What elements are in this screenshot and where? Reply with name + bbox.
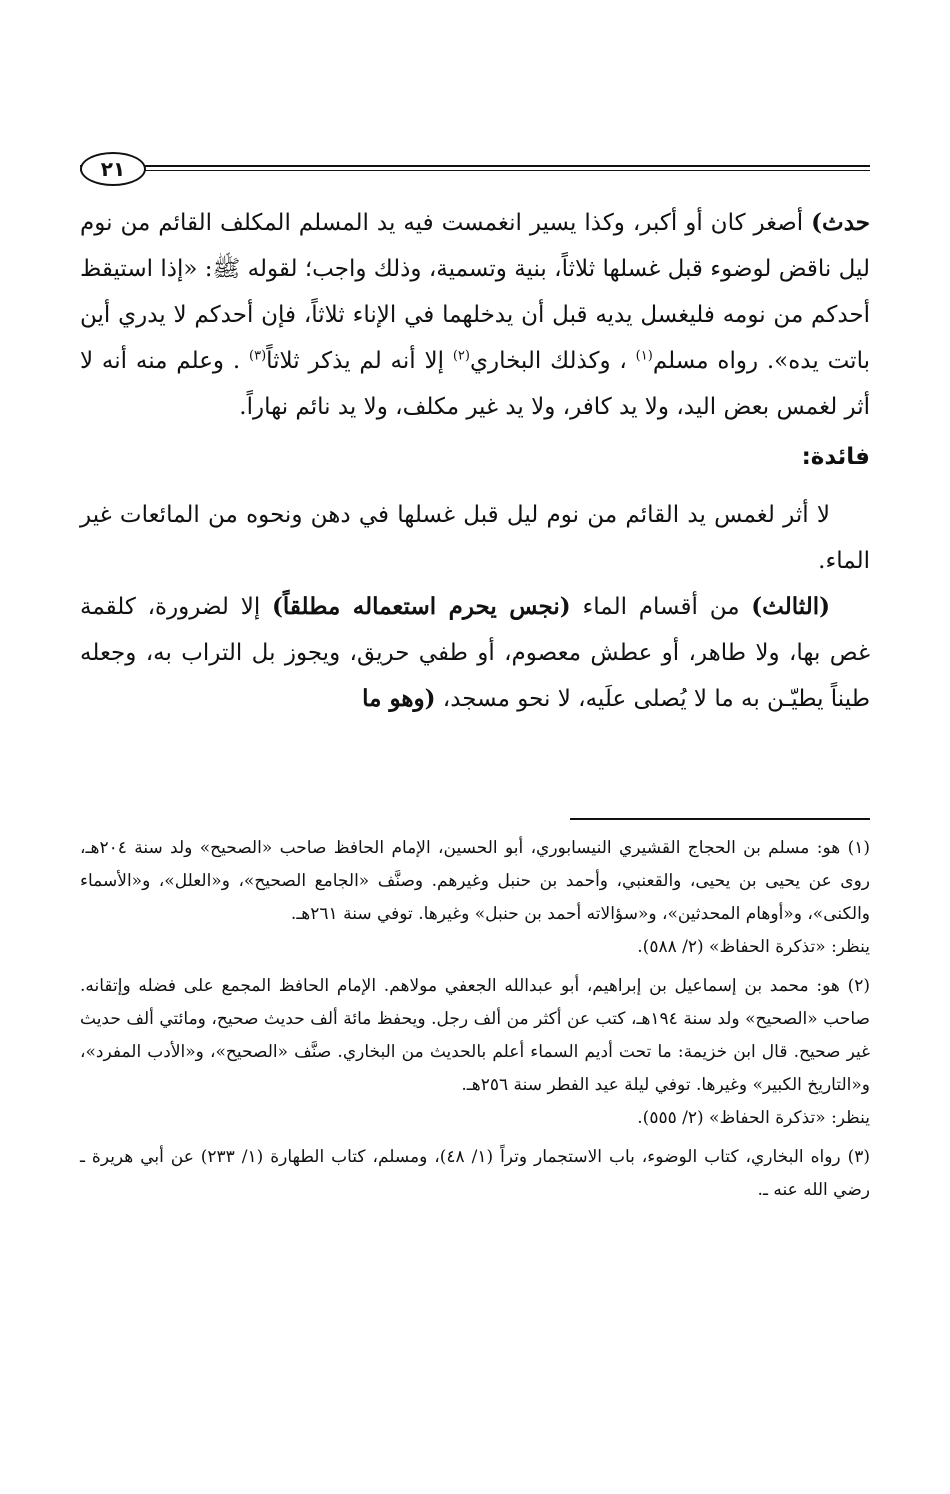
text-run: . وعلم منه أنه لا أثر لغمس بعض اليد، ولا يد كافر، ولا يد غير مكلف، ولا يد نائم نهاراً.: [80, 348, 870, 420]
bold-term: حدث): [811, 209, 870, 236]
footnote-text: (٣) رواه البخاري، كتاب الوضوء، باب الاستجمار وتراً (١/ ٤٨)، ومسلم، كتاب الطهارة (١/ ٢٣٣) عن أبي هريرة ـ رضي الله عنه ـ.: [80, 1147, 870, 1200]
paragraph-1: [80, 200, 870, 430]
footnote-text: (٢) هو: محمد بن إسماعيل بن إبراهيم، أبو عبدالله الجعفي مولاهم. الإمام الحافظ المجمع على فضله وإتقانه. صاحب «الصحيح» ولد سنة ١٩٤هـ، كتب عن أكثر من ألف رجل. ويحفظ مائة ألف حديث صحيح، ومائتي ألف حديث غير صحيح. قال ابن خزيمة: ما تحت أديم السماء أعلم بالحديث من البخاري. صنَّف «الصحيح»، و«الأدب المفرد»، و«التاريخ الكبير» وغيرها. توفي ليلة عيد الفطر سنة ٢٥٦هـ.: [80, 976, 870, 1095]
footnote-reference: ينظر: «تذكرة الحفاظ» (٢/ ٥٨٨).: [637, 937, 870, 957]
text-run: إلا لضرورة، كلقمة غص بها، ولا طاهر، أو عطش معصوم، أو طفي حريق، ويجوز بل التراب به، وجعله طيناً يطيّـن به ما لا يُصلى علَيه، لا نحو مسجد،: [80, 594, 870, 712]
page-header: [80, 152, 870, 192]
text-run: إلا أنه لم يذكر ثلاثاً: [266, 348, 453, 374]
footnote-reference: ينظر: «تذكرة الحفاظ» (٢/ ٥٥٥).: [637, 1108, 870, 1128]
bold-term: (وهو ما: [362, 685, 436, 712]
footnote-ref-3: (٣): [249, 348, 267, 364]
page-number: ٢١: [80, 152, 146, 186]
footnote-separator: [570, 818, 870, 820]
footnote-ref-2: (٢): [452, 348, 470, 364]
paragraph-3: [80, 584, 870, 722]
footnotes: [80, 832, 870, 1213]
text-run: أصغر كان أو أكبر، وكذا يسير انغمست فيه يد المسلم المكلف القائم من نوم ليل ناقض لوضوء قبل غسلها ثلاثاً، بنية وتسمية، وذلك واجب؛ لقوله ﷺ: «إذا استيقظ أحدكم من نومه فليغسل يديه قبل أن يدخلهما في الإناء ثلاثاً، فإن أحدكم لا يدري أين باتت يده». رواه مسلم: [80, 210, 870, 374]
header-double-rule: [80, 165, 870, 171]
footnote-2: [80, 970, 870, 1135]
section-heading: فائدة:: [801, 444, 870, 470]
footnote-3: [80, 1141, 870, 1207]
text-run: من أقسام الماء: [570, 594, 752, 620]
bold-term: (نجس يحرم استعماله مطلقاً): [271, 593, 571, 620]
footnote-text: (١) هو: مسلم بن الحجاج القشيري النيسابوري، أبو الحسين، الإمام الحافظ صاحب «الصحيح» ولد سنة ٢٠٤هـ، روى عن يحيى بن يحيى، والقعنبي، وأحمد بن حنبل وغيرهم. وصنَّف «الجامع الصحيح»، و«العلل»، و«الأسماء والكنى»، و«أوهام المحدثين»، و«سؤالاته أحمد بن حنبل» وغيرها. توفي سنة ٢٦١هـ.: [80, 838, 870, 924]
footnote-ref-1: (١): [635, 348, 653, 364]
paragraph-2: لا أثر لغمس يد القائم من نوم ليل قبل غسلها في دهن ونحوه من المائعات غير الماء.: [80, 502, 870, 574]
main-text: [80, 200, 870, 722]
text-run: ، وكذلك البخاري: [469, 348, 636, 374]
footnote-1: [80, 832, 870, 964]
bold-term: (الثالث): [751, 593, 830, 620]
